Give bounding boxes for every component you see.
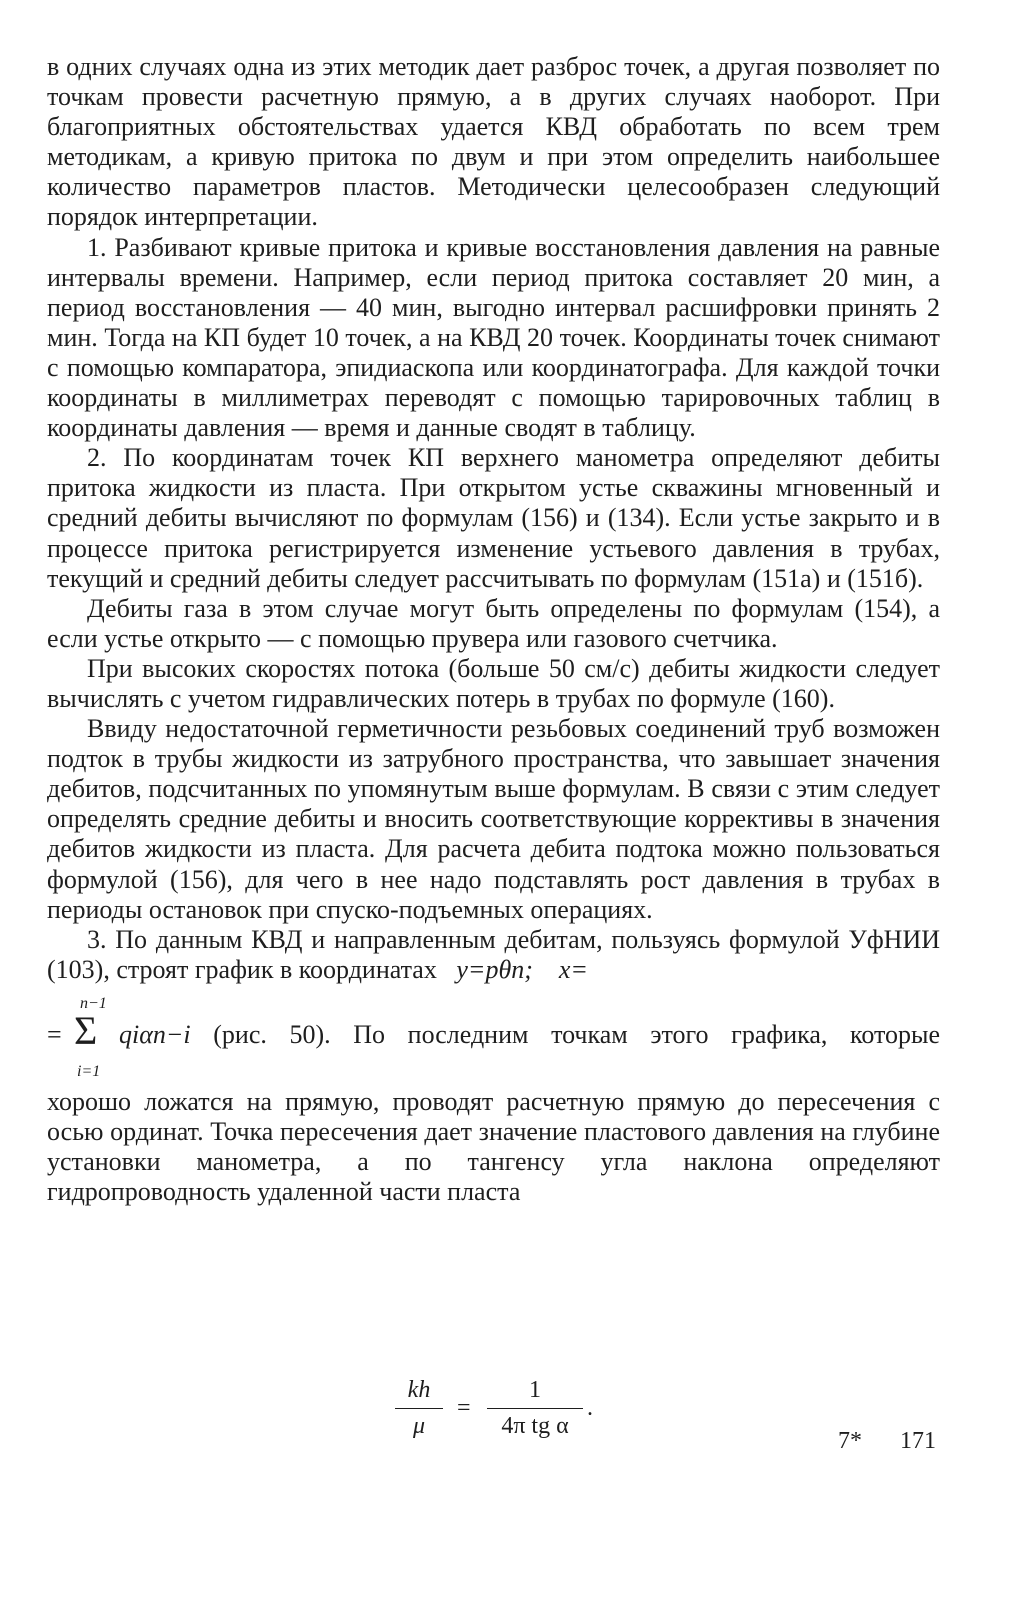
sum-term: qiαn−i [119,1019,191,1049]
sum-upper-limit: n−1 [80,994,107,1012]
step-2-paragraph: 2. По координатам точек КП верхнего манометра определяют дебиты притока жидкости из пласта. При открытом устье скважины мгновенный и средний дебиты вычисляют по формулам (156) и (134). Если устье закрыто и в процессе притока регистрируется изменение устьевого давления в трубах, текущий и средний дебиты следует рассчитывать по формулам (151а) и (151б). [47,443,940,593]
sum-formula-line [47,989,940,1087]
rhs-numerator: 1 [487,1377,583,1409]
gas-paragraph: Дебиты газа в этом случае могут быть определены по формулам (154), а если устье открыто — с помощью прувера или газового счетчика. [47,593,940,653]
page-body [47,52,940,1207]
rhs-denominator: 4π tg α [501,1413,569,1439]
hydroconductivity-formula [47,1377,940,1447]
step-1-paragraph: 1. Разбивают кривые притока и кривые восстановления давления на равные интервалы времени. Например, если период притока составляет 20 мин, а период восстановления — 40 мин, выгодно интервал расшифровки принять 2 мин. Тогда на КП будет 10 точек, а на КВД 20 точек. Координаты точек снимают с помощью компаратора, эпидиаскопа или координатографа. Для каждой точки координаты в миллиметрах переводят с помощью тарировочных таблиц в координаты давления — время и данные сводят в таблицу. [47,232,940,443]
sum-expression [47,989,117,1087]
formula-period: . [587,1395,593,1421]
intro-paragraph: в одних случаях одна из этих методик дает разброс точек, а другая позволяет по точкам провести расчетную прямую, а в других случаях наоборот. При благоприятных обстоятельствах удается КВД обработать по всем трем методикам, а кривую притока по двум и при этом определить наибольшее количество параметров пластов. Методически целесообразен следующий порядок интерпретации. [47,52,940,232]
formula-equals: = [457,1395,471,1421]
step-3-conclusion: хорошо ложатся на прямую, проводят расчетную прямую до пересечения с осью ординат. Точка пересечения дает значение пластового давления на глубине установки манометра, а по тангенсу угла наклона определяют гидропроводность удаленной части пласта [47,1086,940,1207]
sum-equals: = [47,1019,62,1049]
leak-paragraph: Ввиду недостаточной герметичности резьбовых соединений труб возможен подток в трубы жидкости из затрубного пространства, что завышает значения дебитов, подсчитанных по упомянутым выше формулам. В связи с этим следует определять средние дебиты и вносить соответствующие коррективы в значения дебитов жидкости из пласта. Для расчета дебита подтока можно пользоваться формулой (156), для чего в нее надо подставлять рост давления в трубах в периоды остановок при спуско-подъемных операциях. [47,714,940,924]
step-3-paragraph [47,925,940,985]
y-coordinate: y=pθn; [456,954,533,984]
rhs-fraction [487,1377,583,1440]
step-3-text: 3. По данным КВД и направленным дебитам, пользуясь формулой УфНИИ (103), строят график в координатах [47,924,940,984]
velocity-paragraph: При высоких скоростях потока (больше 50 см/с) дебиты жидкости следует вычислять с учетом гидравлических потерь в трубах по формуле (160). [47,653,940,713]
sum-continuation [119,1020,940,1050]
lhs-fraction [395,1377,443,1440]
lhs-denominator: μ [412,1413,426,1439]
signature-mark: 7* [838,1428,862,1454]
sigma-symbol: Σ [74,1007,98,1053]
page-number: 171 [900,1428,936,1454]
sum-continuation-text: (рис. 50). По последним точкам этого графика, которые [213,1019,941,1049]
x-coordinate: x= [558,954,588,984]
sum-lower-limit: i=1 [77,1062,101,1080]
lhs-numerator: kh [395,1377,443,1409]
